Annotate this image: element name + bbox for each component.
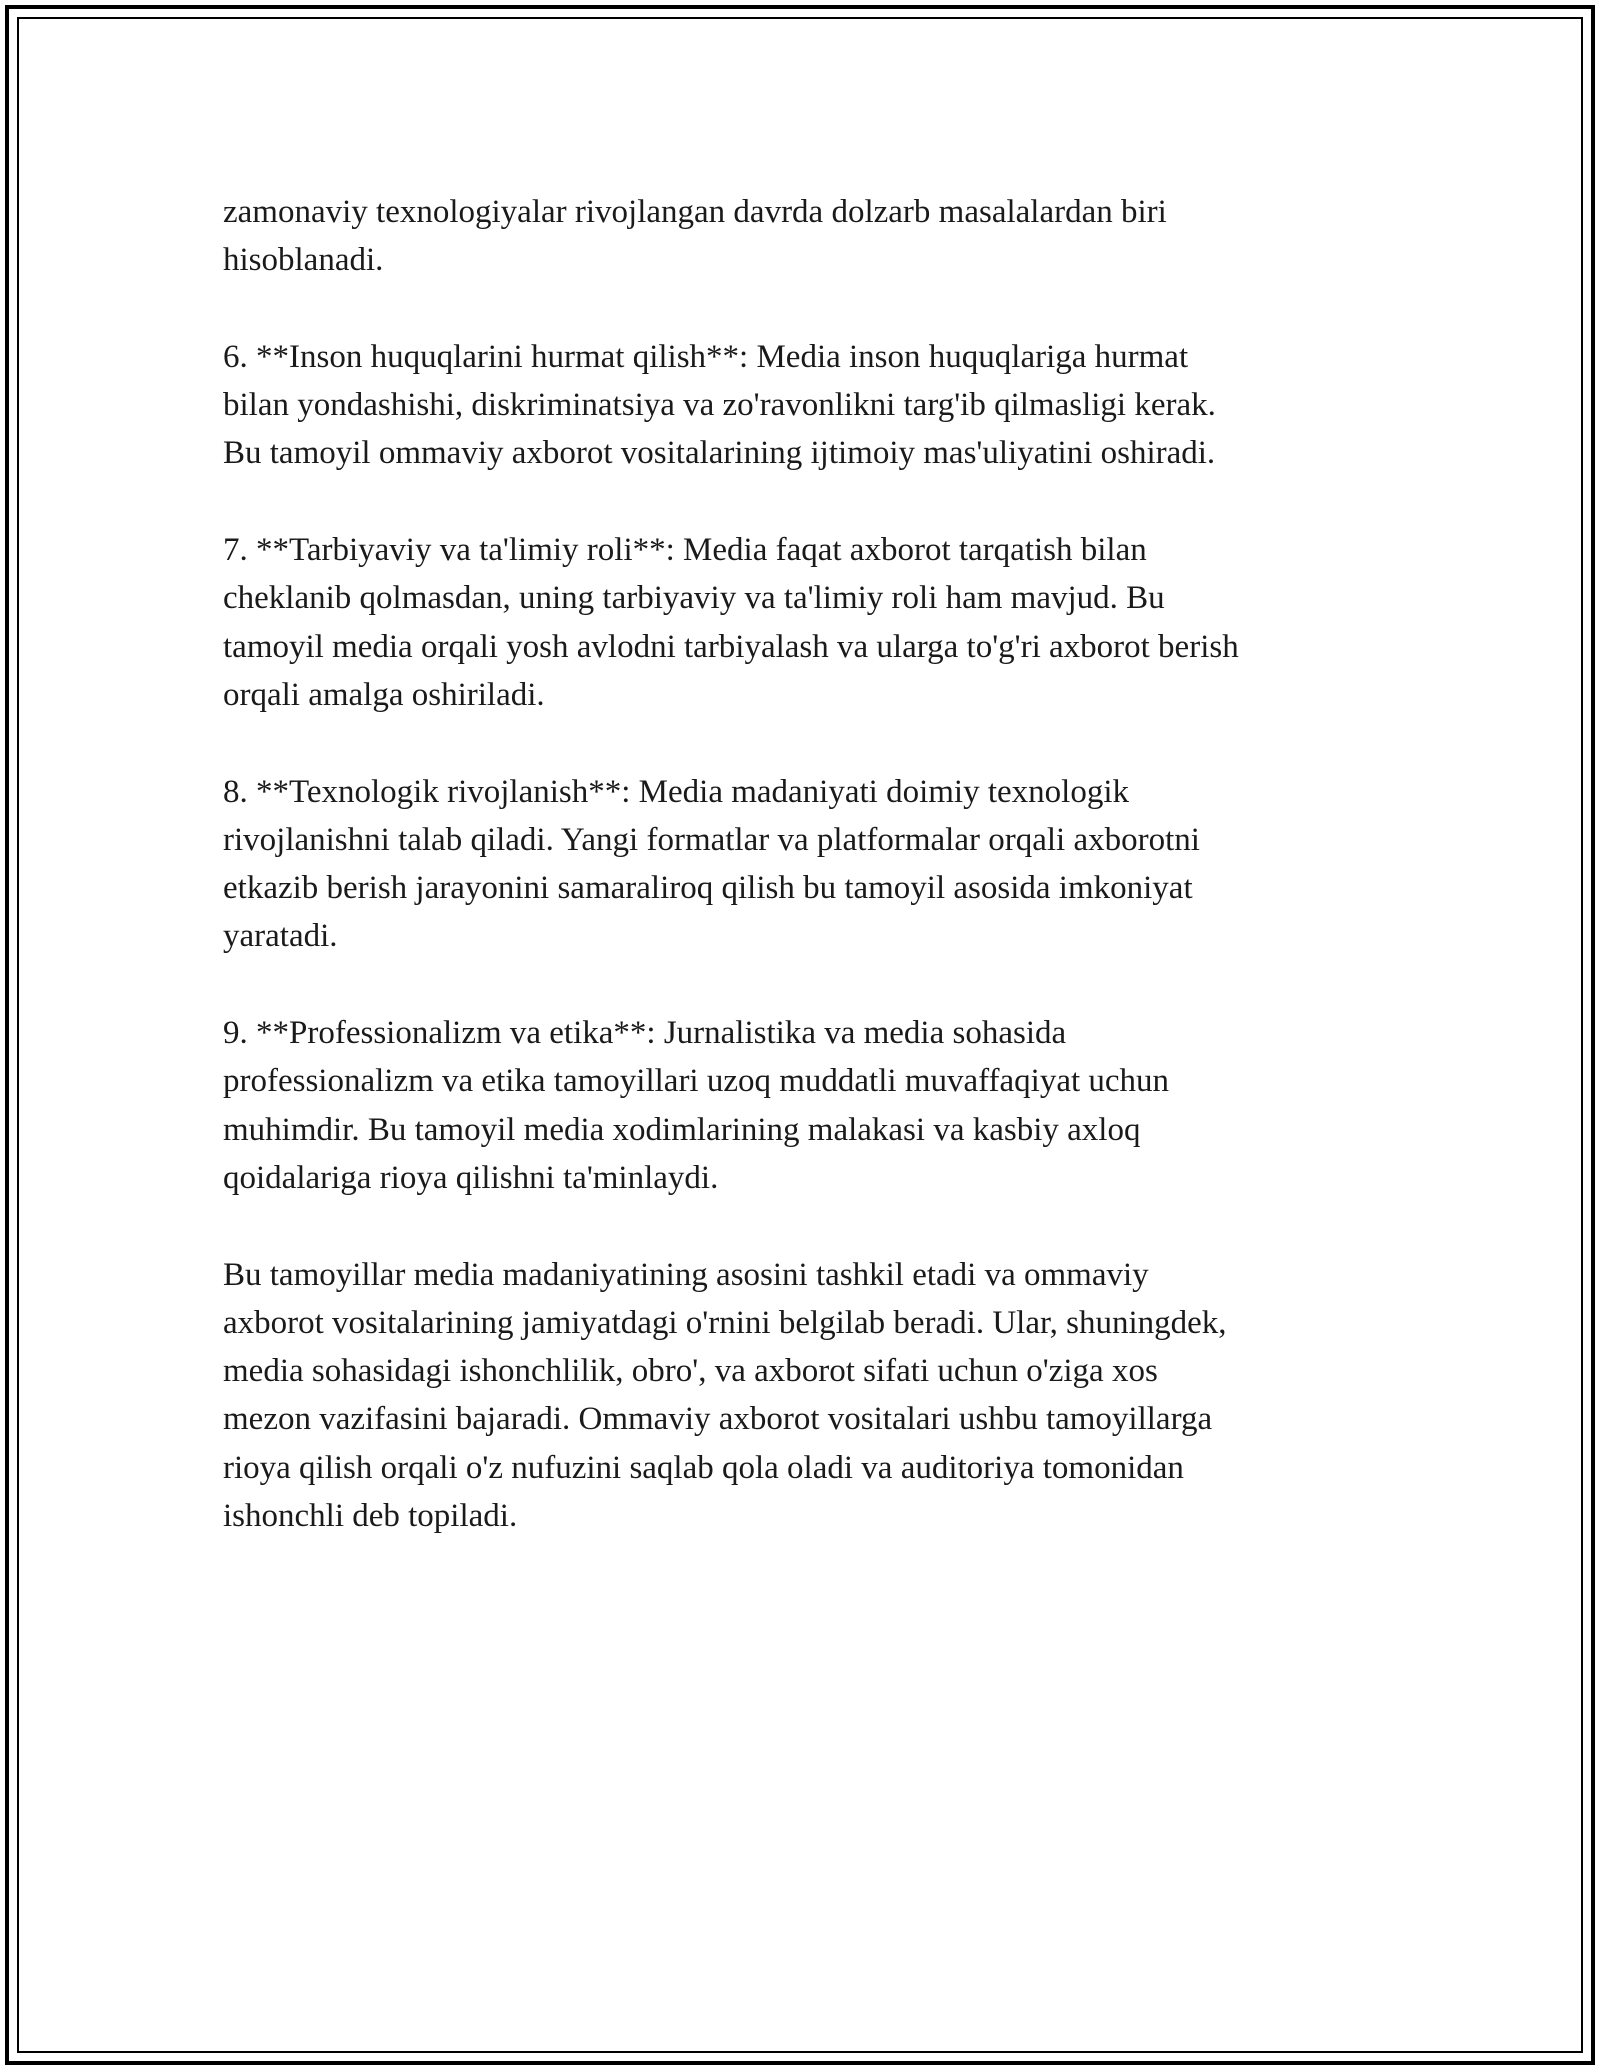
paragraph-item-7: 7. **Tarbiyaviy va ta'limiy roli**: Media faqat axborot tarqatish bilan cheklanib qolmasdan, uning tarbiyaviy va ta'limiy roli ham mavjud. Bu tamoyil media orqali yosh avlodni tarbiyalash va ularga to'g'ri axborot berish orqali amalga oshiriladi. [223, 532, 1239, 713]
paragraph-item-6: 6. **Inson huquqlarini hurmat qilish**: Media inson huquqlariga hurmat bilan yondashishi, diskriminatsiya va zo'ravonlikni targ'ib qilmasligi kerak. Bu tamoyil ommaviy axborot vositalarining ijtimoiy mas'uliyatini oshiradi. [223, 338, 1216, 472]
document-body [223, 188, 1403, 1540]
paragraph-item-8: 8. **Texnologik rivojlanish**: Media madaniyati doimiy texnologik rivojlanishni talab qiladi. Yangi formatlar va platformalar orqali axborotni etkazib berish jarayonini samaraliroq qilish bu tamoyil asosida imkoniyat yaratadi. [223, 773, 1200, 955]
paragraph-conclusion: Bu tamoyillar media madaniyatining asosini tashkil etadi va ommaviy axborot vositalarining jamiyatdagi o'rnini belgilab beradi. Ular, shuningdek, media sohasidagi ishonchlilik, obro', va axborot sifati uchun o'ziga xos mezon vazifasini bajaradi. Ommaviy axborot vositalari ushbu tamoyillarga rioya qilish orqali o'z nufuzini saqlab qola oladi va auditoriya tomonidan ishonchli deb topiladi. [223, 1256, 1227, 1535]
paragraph-item-9: 9. **Professionalizm va etika**: Jurnalistika va media sohasida professionalizm va etika tamoyillari uzoq muddatli muvaffaqiyat uchun muhimdir. Bu tamoyil media xodimlarining malakasi va kasbiy axloq qoidalariga rioya qilishni ta'minlaydi. [223, 1015, 1170, 1196]
paragraph-continuation: zamonaviy texnologiyalar rivojlangan davrda dolzarb masalalardan biri hisoblanadi. [223, 194, 1167, 279]
